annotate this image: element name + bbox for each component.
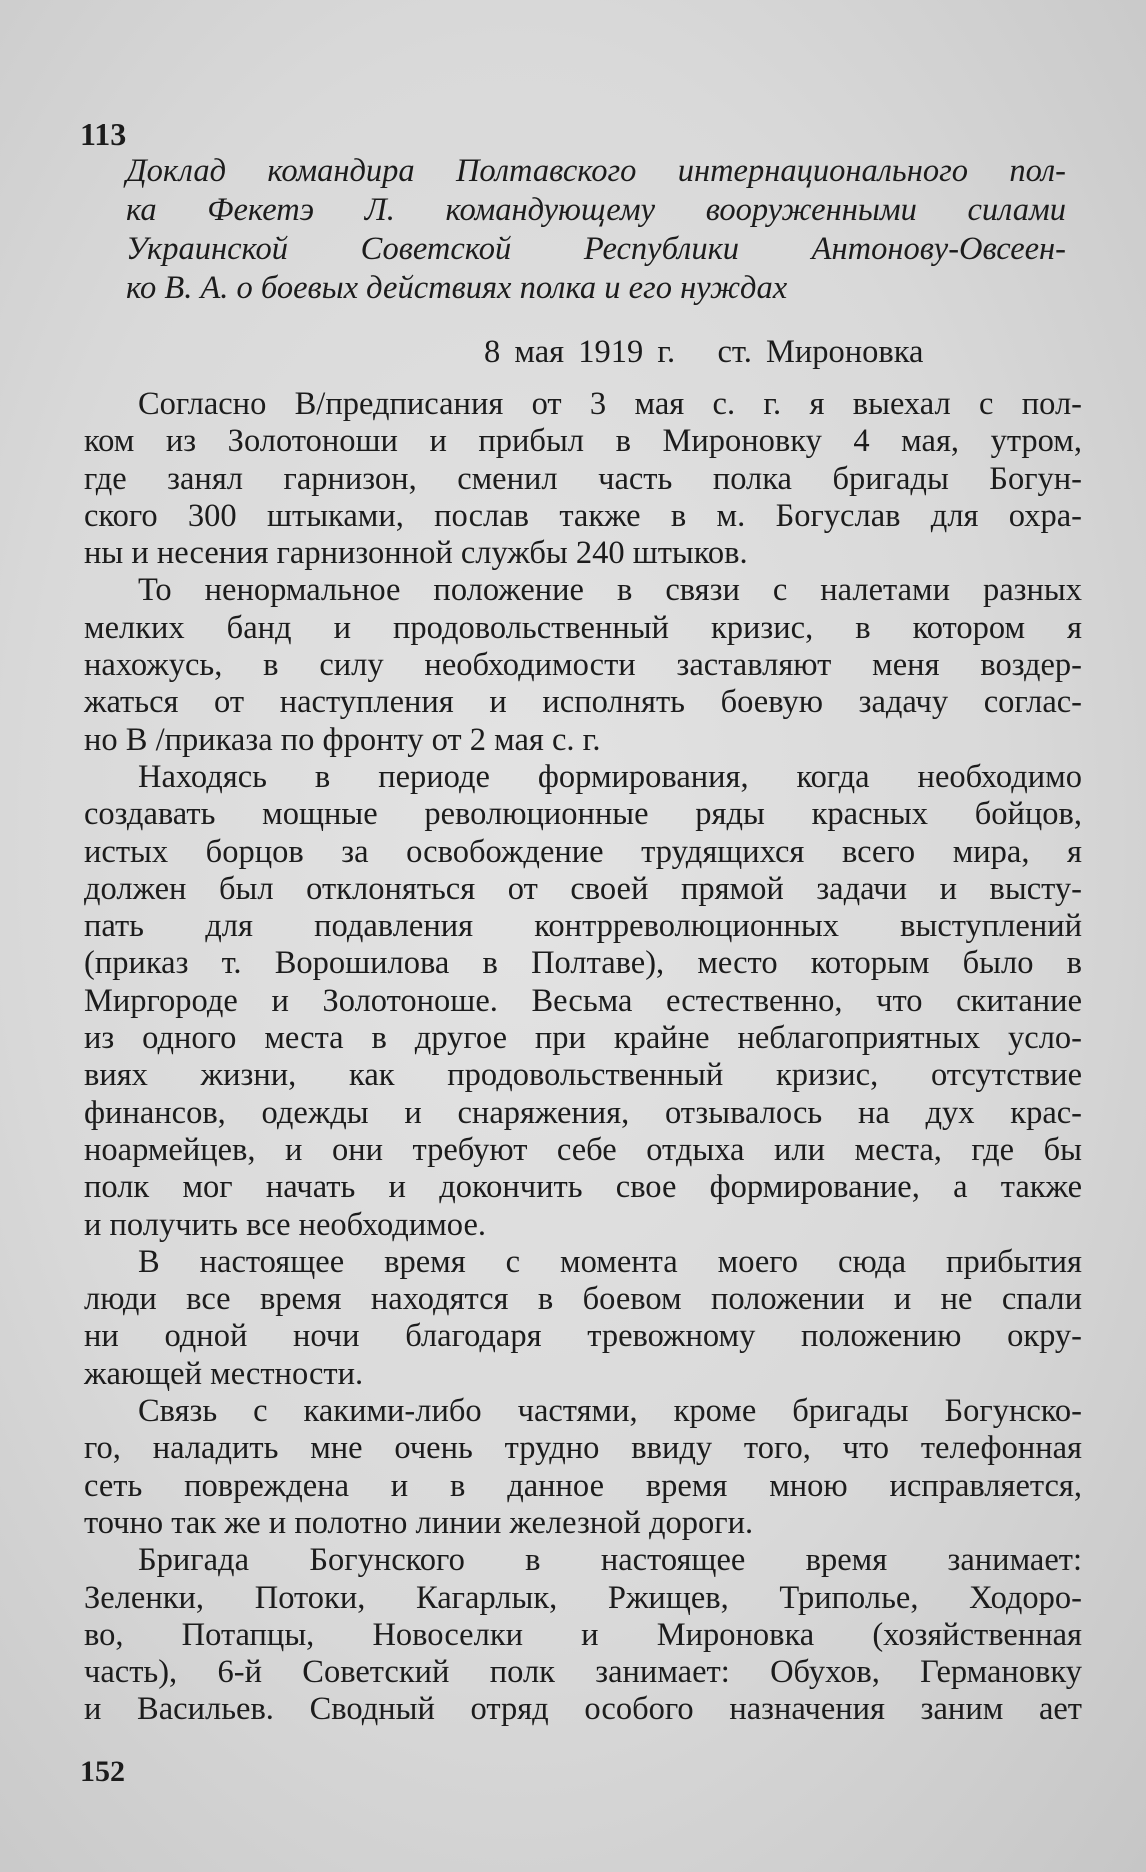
body-line: То ненормальное положение в связи с налетами разных xyxy=(138,572,1082,609)
body-line: из одного места в другое при крайне неблагоприятных усло- xyxy=(84,1020,1082,1057)
heading-line: ко В. А. о боевых действиях полка и его нуждах xyxy=(126,270,788,306)
body-line: должен был отклоняться от своей прямой задачи и высту- xyxy=(84,870,1082,907)
body-line: но В /приказа по фронту от 2 мая с. г. xyxy=(84,721,601,758)
body-line: и получить все необходимое. xyxy=(84,1206,486,1243)
body-line: истых борцов за освобождение трудящихся всего мира, я xyxy=(84,833,1082,870)
heading-line: Доклад командира Полтавского интернационального пол- xyxy=(126,153,1066,189)
dateline: 8 мая 1919 г. ст. Мироновка xyxy=(484,334,924,370)
body-line: создавать мощные революционные ряды красных бойцов, xyxy=(84,796,1082,833)
body-line: где занял гарнизон, сменил часть полка бригады Богун- xyxy=(84,460,1082,497)
body-line: ни одной ночи благодаря тревожному положению окру- xyxy=(84,1318,1082,1355)
document-number: 113 xyxy=(80,116,127,152)
body-line: ны и несения гарнизонной службы 240 штыков. xyxy=(84,535,748,572)
body-line: точно так же и полотно линии железной дороги. xyxy=(84,1504,754,1541)
body-line: нахожусь, в силу необходимости заставляют меня воздер- xyxy=(84,647,1082,684)
body-line: во, Потапцы, Новоселки и Мироновка (хозяйственная xyxy=(84,1616,1082,1653)
body-line: жающей местности. xyxy=(84,1355,364,1392)
body-line: финансов, одежды и снаряжения, отзывалось на дух крас- xyxy=(84,1094,1082,1131)
body-line: (приказ т. Ворошилова в Полтаве), место которым было в xyxy=(84,945,1082,982)
body-line: Зеленки, Потоки, Кагарлык, Ржищев, Триполье, Ходоро- xyxy=(84,1579,1082,1616)
body-line: виях жизни, как продовольственный кризис, отсутствие xyxy=(84,1057,1082,1094)
body-line: мелких банд и продовольственный кризис, в котором я xyxy=(84,609,1082,646)
body-line: Связь с какими-либо частями, кроме бригады Богунско- xyxy=(138,1393,1082,1430)
body-line: часть), 6-й Советский полк занимает: Обухов, Германовку xyxy=(84,1654,1082,1691)
heading-line: ка Фекетэ Л. командующему вооруженными силами xyxy=(126,192,1066,228)
body-line: жаться от наступления и исполнять боевую задачу соглас- xyxy=(84,684,1082,721)
page-number: 152 xyxy=(80,1755,125,1788)
body-line: Согласно В/предписания от 3 мая с. г. я выехал с пол- xyxy=(138,386,1082,422)
body-line: и Васильев. Сводный отряд особого назначения заним ает xyxy=(84,1691,1082,1728)
body-line: В настоящее время с момента моего сюда прибытия xyxy=(138,1243,1082,1280)
body-line: Находясь в периоде формирования, когда необходимо xyxy=(138,758,1082,795)
body-line: пать для подавления контрреволюционных выступлений xyxy=(84,908,1082,945)
heading-line: Украинской Советской Республики Антонову-Овсеен- xyxy=(126,231,1066,267)
body-line: сеть повреждена и в данное время мною исправляется, xyxy=(84,1467,1082,1504)
body-line: Бригада Богунского в настоящее время занимает: xyxy=(138,1542,1082,1579)
body-line: люди все время находятся в боевом положении и не спали xyxy=(84,1281,1082,1318)
body-line: го, наладить мне очень трудно ввиду того, что телефонная xyxy=(84,1430,1082,1467)
document-heading xyxy=(126,152,1066,308)
body-text xyxy=(84,386,1082,1729)
body-line: ского 300 штыками, послав также в м. Богуслав для охра- xyxy=(84,497,1082,534)
body-line: ноармейцев, и они требуют себе отдыха или места, где бы xyxy=(84,1131,1082,1168)
body-line: Миргороде и Золотоноше. Весьма естественно, что скитание xyxy=(84,982,1082,1019)
body-line: полк мог начать и докончить свое формирование, а также xyxy=(84,1169,1082,1206)
body-line: ком из Золотоноши и прибыл в Мироновку 4 мая, утром, xyxy=(84,423,1082,460)
